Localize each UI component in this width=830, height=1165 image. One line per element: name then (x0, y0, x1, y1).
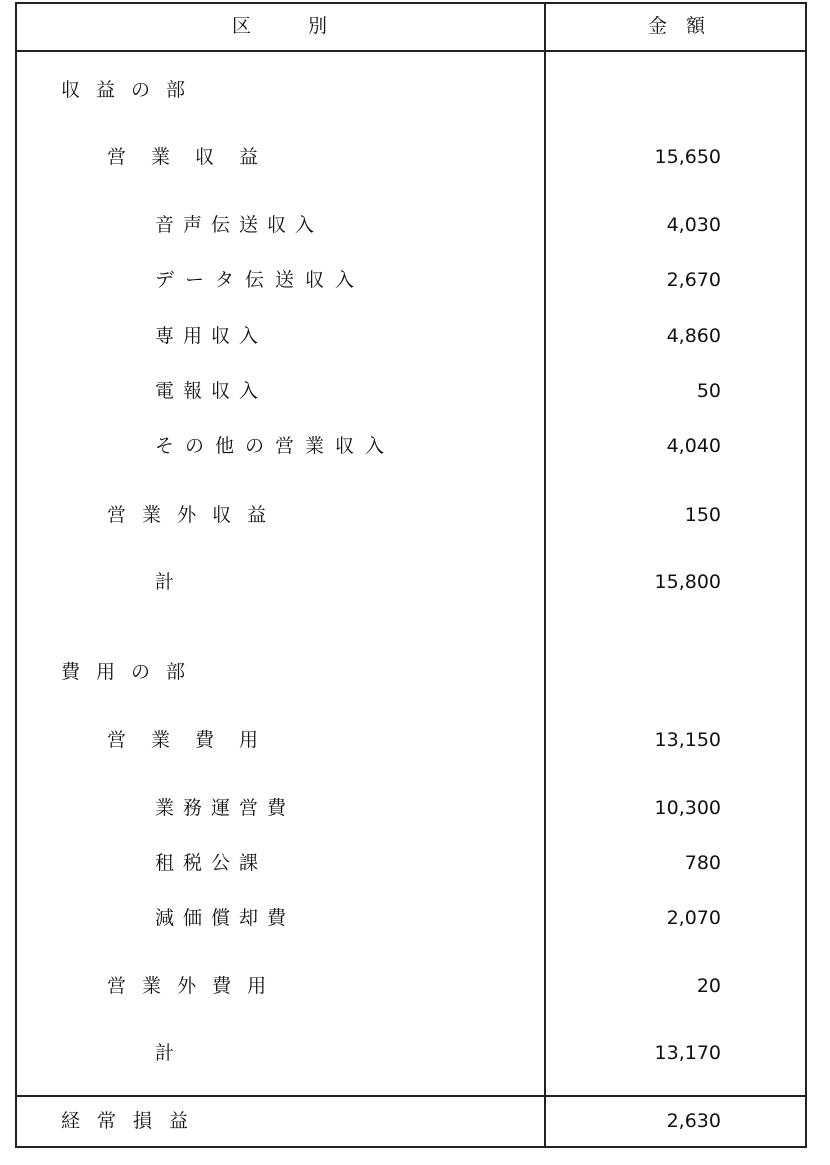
row-ordinary-profit (15, 1101, 807, 1141)
row-revenue-total (15, 562, 807, 602)
row-label: 計 (155, 571, 175, 593)
row-amount: 2,670 (666, 269, 721, 291)
row-operating-revenue (15, 137, 807, 177)
row-amount: 15,800 (654, 571, 721, 593)
row-amount: 20 (696, 975, 721, 997)
row-label: 業務運営費 (155, 797, 296, 819)
row-amount: 50 (696, 380, 721, 402)
row-amount: 4,040 (666, 435, 721, 457)
row-amount: 4,030 (666, 214, 721, 236)
row-label: その他の営業収入 (155, 435, 396, 457)
row-label: 計 (155, 1042, 175, 1064)
row-label: 営 業 費 用 (107, 729, 262, 751)
footer-divider (15, 1095, 807, 1097)
row-label: 音声伝送収入 (155, 214, 324, 236)
row-amount: 780 (684, 852, 721, 874)
footer-label: 経常損益 (61, 1110, 206, 1132)
row-non-operating-revenue (15, 495, 807, 535)
row-label: 費用の部 (61, 661, 202, 683)
row-label: 営 業 外 収 益 (107, 504, 272, 526)
footer-amount: 2,630 (666, 1110, 721, 1132)
header-category: 区 別 (231, 15, 327, 37)
header-amount: 金 額 (647, 15, 705, 37)
section-revenue (15, 70, 807, 110)
row-other-revenue (15, 426, 807, 466)
row-amount: 10,300 (654, 797, 721, 819)
row-voice-revenue (15, 205, 807, 245)
header-divider (15, 50, 807, 52)
row-data-revenue (15, 260, 807, 300)
row-telegram-revenue (15, 371, 807, 411)
row-label: データ伝送収入 (155, 269, 366, 291)
row-amount: 15,650 (654, 146, 721, 168)
row-business-operation-costs (15, 788, 807, 828)
row-label: 租税公課 (155, 852, 268, 874)
row-leased-revenue (15, 316, 807, 356)
row-amount: 2,070 (666, 907, 721, 929)
row-expenses-total (15, 1033, 807, 1073)
row-depreciation (15, 898, 807, 938)
row-label: 営 業 外 費 用 (107, 975, 272, 997)
row-amount: 150 (684, 504, 721, 526)
row-non-operating-expenses (15, 966, 807, 1006)
income-statement-table (15, 2, 807, 1148)
row-amount: 4,860 (666, 325, 721, 347)
row-operating-expenses (15, 720, 807, 760)
row-taxes (15, 843, 807, 883)
row-label: 営 業 収 益 (107, 146, 262, 168)
row-amount: 13,170 (654, 1042, 721, 1064)
row-label: 専用収入 (155, 325, 268, 347)
row-label: 減価償却費 (155, 907, 296, 929)
row-label: 収益の部 (61, 79, 202, 101)
row-amount: 13,150 (654, 729, 721, 751)
section-expenses (15, 652, 807, 692)
row-label: 電報収入 (155, 380, 268, 402)
